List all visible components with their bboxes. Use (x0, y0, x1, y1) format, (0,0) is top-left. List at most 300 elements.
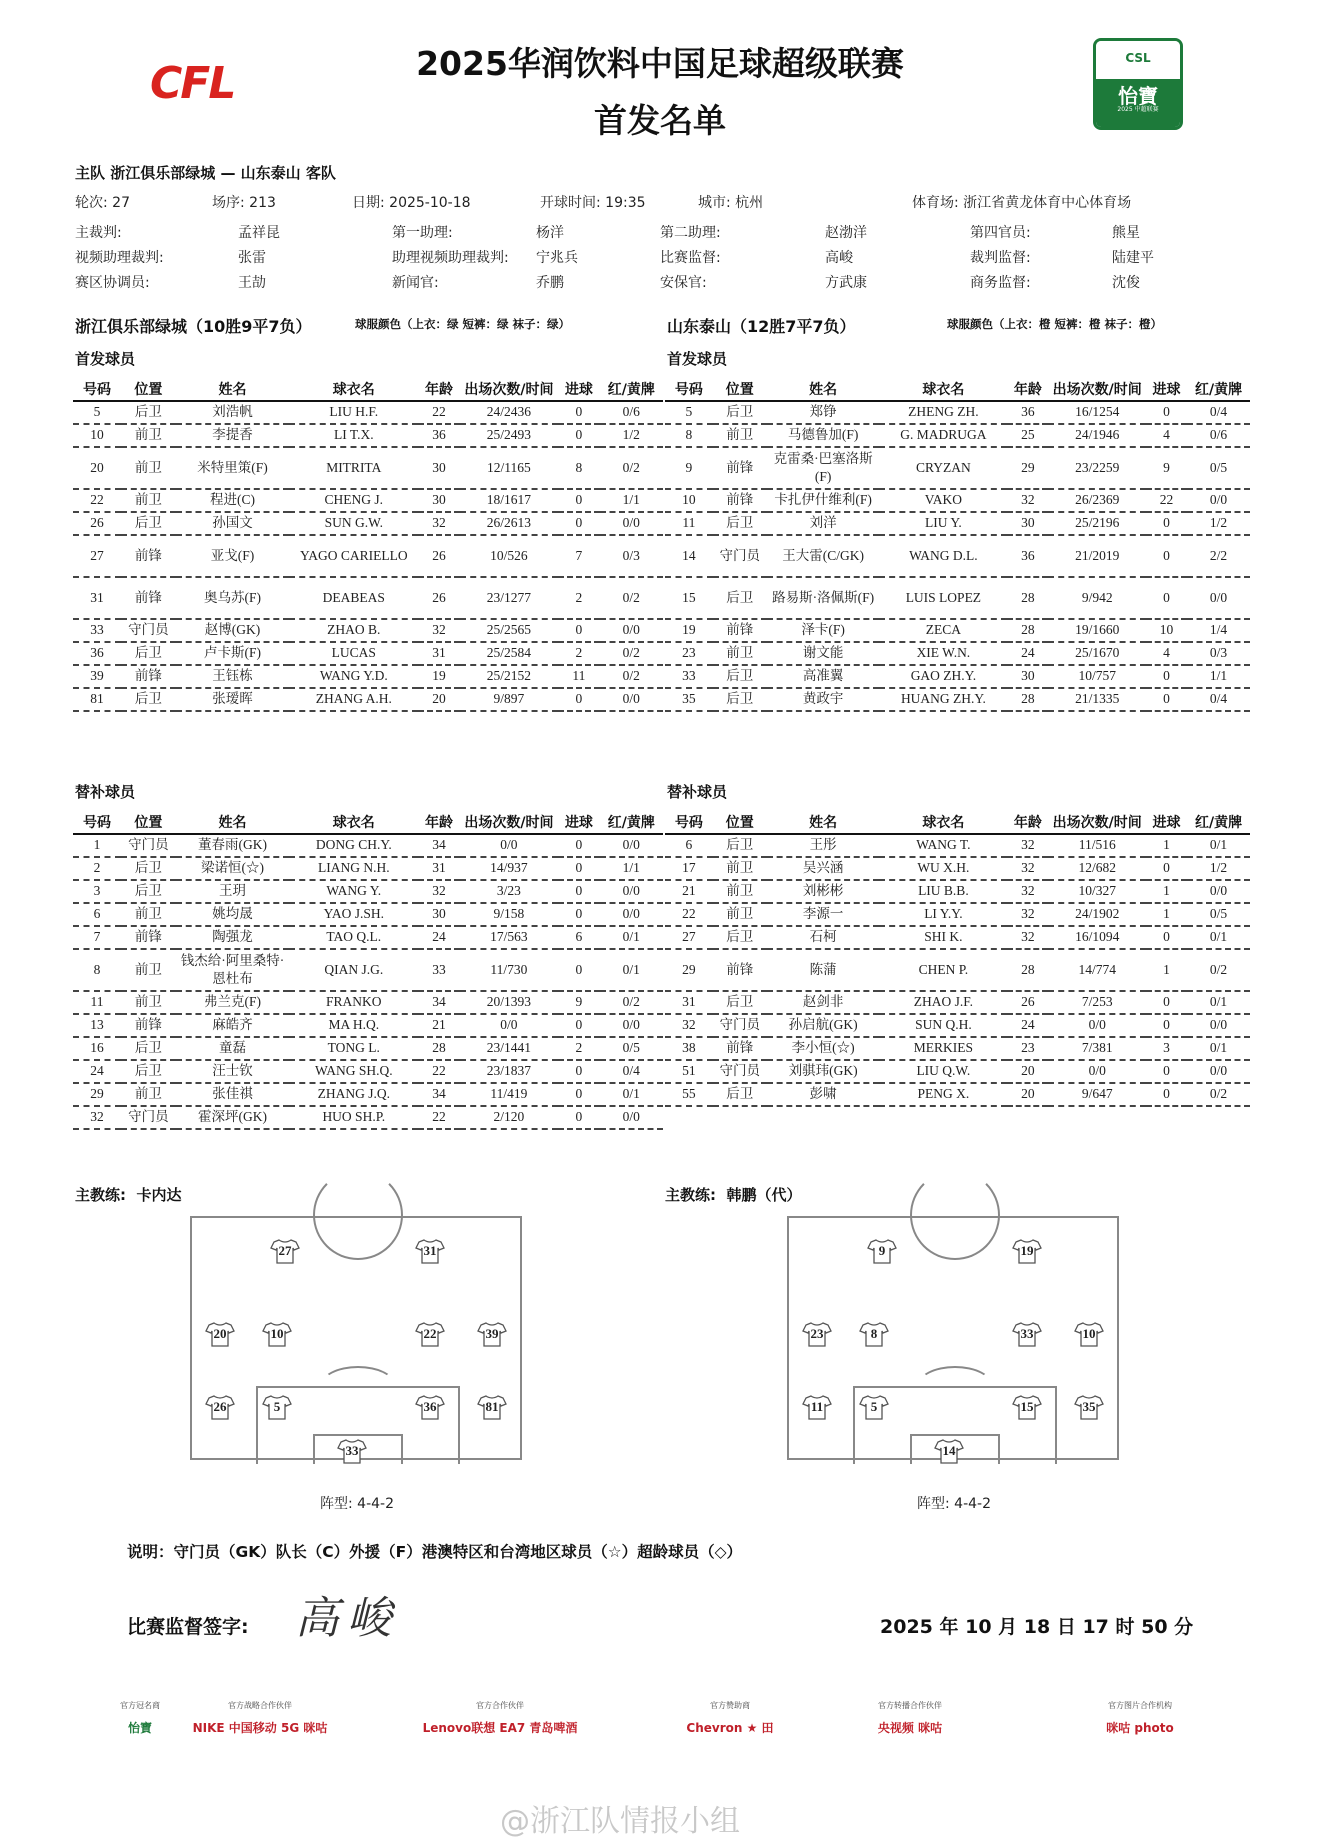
player-position: 守门员 (713, 535, 767, 577)
official-role: 第二助理: (660, 225, 721, 241)
official-role: 安保官: (660, 275, 707, 291)
sponsor-logo (160, 1700, 360, 1736)
home-formation-pitch (190, 1216, 522, 1460)
player-number: 10 (73, 424, 121, 447)
player-position: 前锋 (121, 535, 176, 577)
jersey-number: 35 (1082, 1399, 1096, 1414)
player-shirt-name: LIU Q.W. (879, 1060, 1007, 1083)
player-row (665, 512, 1250, 535)
player-jersey-icon (859, 1394, 889, 1420)
player-cards: 2/2 (1187, 535, 1250, 577)
player-shirt-name: CHENG J. (289, 489, 418, 512)
jersey-number: 10 (1082, 1326, 1096, 1341)
player-number: 29 (73, 1083, 121, 1106)
home-team-name: 浙江俱乐部绿城（10胜9平7负） (75, 317, 312, 336)
column-header: 号码 (73, 810, 121, 834)
player-shirt-name: WANG SH.Q. (289, 1060, 418, 1083)
player-appearances: 9/897 (460, 688, 558, 711)
official-role: 视频助理裁判: (75, 250, 164, 266)
column-header: 年龄 (418, 810, 460, 834)
official-role: 裁判监督: (970, 250, 1031, 266)
player-shirt-name: WU X.H. (879, 857, 1007, 880)
player-cards: 0/2 (1187, 949, 1250, 991)
player-appearances: 14/774 (1048, 949, 1146, 991)
player-name: 赵博(GK) (176, 619, 290, 642)
away-subs-label: 替补球员 (667, 783, 728, 801)
player-name: 赵剑非 (767, 991, 880, 1014)
player-goals: 0 (558, 880, 600, 903)
player-age: 22 (418, 1060, 460, 1083)
player-name: 刘浩帆 (176, 401, 290, 424)
player-shirt-name: HUO SH.P. (289, 1106, 418, 1129)
player-shirt-name: WANG T. (879, 834, 1007, 857)
sponsor-caption: 官方赞助商 (710, 1701, 750, 1710)
player-age: 24 (418, 926, 460, 949)
player-row (665, 688, 1250, 711)
player-number: 81 (73, 688, 121, 711)
player-age: 28 (1007, 577, 1048, 619)
player-number: 11 (665, 512, 713, 535)
player-position: 后卫 (121, 1037, 176, 1060)
player-shirt-name: LIU Y. (879, 512, 1007, 535)
away-kit-colors: 球服颜色（上衣：橙 短裤：橙 袜子：橙） (947, 317, 1163, 331)
official-role: 新闻官: (392, 275, 439, 291)
player-age: 20 (1007, 1083, 1048, 1106)
player-row (665, 903, 1250, 926)
player-age: 32 (1007, 834, 1048, 857)
sponsor-caption: 官方战略合作伙伴 (228, 1701, 292, 1710)
player-goals: 7 (558, 535, 600, 577)
column-header: 红/黄牌 (1187, 810, 1250, 834)
player-name: 刘洋 (767, 512, 880, 535)
player-appearances: 0/0 (460, 834, 558, 857)
match-date: 日期: 2025-10-18 (352, 195, 471, 211)
player-appearances: 25/1670 (1048, 642, 1146, 665)
player-number: 22 (665, 903, 713, 926)
player-goals: 2 (558, 1037, 600, 1060)
player-row (73, 489, 663, 512)
player-row (665, 1060, 1250, 1083)
player-number: 14 (665, 535, 713, 577)
player-appearances: 26/2613 (460, 512, 558, 535)
player-cards: 0/4 (1187, 688, 1250, 711)
player-age: 30 (1007, 665, 1048, 688)
player-number: 32 (73, 1106, 121, 1129)
player-row (73, 949, 663, 991)
player-age: 32 (1007, 903, 1048, 926)
official-name: 张雷 (238, 250, 266, 266)
player-row (665, 1014, 1250, 1037)
player-goals: 0 (558, 949, 600, 991)
player-position: 后卫 (713, 926, 767, 949)
player-age: 33 (418, 949, 460, 991)
player-number: 17 (665, 857, 713, 880)
player-appearances: 0/0 (1048, 1060, 1146, 1083)
player-age: 24 (1007, 1014, 1048, 1037)
legend-note: 说明：守门员（GK）队长（C）外援（F）港澳特区和台湾地区球员（☆）超龄球员（◇） (127, 1543, 743, 1561)
player-appearances: 9/647 (1048, 1083, 1146, 1106)
player-number: 15 (665, 577, 713, 619)
player-cards: 0/1 (1187, 834, 1250, 857)
player-age: 32 (1007, 489, 1048, 512)
player-name: 陶强龙 (176, 926, 290, 949)
player-age: 22 (418, 1106, 460, 1129)
player-appearances: 0/0 (1048, 1014, 1146, 1037)
player-shirt-name: PENG X. (879, 1083, 1007, 1106)
player-name: 王彤 (767, 834, 880, 857)
sponsor-name: Chevron ★ 田 (686, 1721, 774, 1735)
player-shirt-name: ZHANG A.H. (289, 688, 418, 711)
player-goals: 0 (558, 401, 600, 424)
player-appearances: 26/2369 (1048, 489, 1146, 512)
player-number: 1 (73, 834, 121, 857)
player-cards: 0/2 (600, 665, 663, 688)
player-cards: 1/4 (1187, 619, 1250, 642)
player-goals: 0 (558, 1060, 600, 1083)
player-position: 前卫 (713, 903, 767, 926)
home-subs-table (73, 810, 663, 1130)
player-age: 31 (418, 857, 460, 880)
player-goals: 0 (1146, 857, 1187, 880)
player-appearances: 21/1335 (1048, 688, 1146, 711)
player-age: 30 (1007, 512, 1048, 535)
player-goals: 4 (1146, 642, 1187, 665)
jersey-number: 36 (423, 1399, 437, 1414)
player-name: 梁诺恒(☆) (176, 857, 290, 880)
player-shirt-name: XIE W.N. (879, 642, 1007, 665)
player-name: 王钰栋 (176, 665, 290, 688)
player-position: 后卫 (121, 512, 176, 535)
player-age: 32 (418, 880, 460, 903)
player-row (665, 991, 1250, 1014)
player-age: 26 (418, 577, 460, 619)
player-cards: 0/1 (600, 926, 663, 949)
player-name: 泽卡(F) (767, 619, 880, 642)
player-row (665, 535, 1250, 577)
player-number: 27 (665, 926, 713, 949)
player-number: 16 (73, 1037, 121, 1060)
player-row (665, 401, 1250, 424)
player-name: 谢文能 (767, 642, 880, 665)
player-position: 后卫 (121, 1060, 176, 1083)
player-name: 孙启航(GK) (767, 1014, 880, 1037)
player-appearances: 9/158 (460, 903, 558, 926)
supervisor-signature: 高峻 (295, 1593, 399, 1644)
player-position: 前卫 (121, 903, 176, 926)
player-cards: 1/1 (600, 489, 663, 512)
player-shirt-name: MERKIES (879, 1037, 1007, 1060)
player-appearances: 25/2584 (460, 642, 558, 665)
player-appearances: 23/2259 (1048, 447, 1146, 489)
player-age: 20 (418, 688, 460, 711)
player-cards: 0/4 (600, 1060, 663, 1083)
column-header: 进球 (558, 810, 600, 834)
player-shirt-name: LI Y.Y. (879, 903, 1007, 926)
player-number: 26 (73, 512, 121, 535)
player-age: 22 (418, 401, 460, 424)
player-shirt-name: CRYZAN (879, 447, 1007, 489)
player-age: 30 (418, 903, 460, 926)
player-row (665, 447, 1250, 489)
player-position: 前锋 (713, 949, 767, 991)
jersey-number: 31 (423, 1243, 437, 1258)
jersey-number: 33 (345, 1443, 359, 1458)
player-goals: 0 (1146, 688, 1187, 711)
player-age: 32 (418, 512, 460, 535)
player-row (665, 619, 1250, 642)
player-cards: 0/0 (600, 880, 663, 903)
player-position: 守门员 (713, 1014, 767, 1037)
player-cards: 0/3 (600, 535, 663, 577)
player-shirt-name: ZHANG J.Q. (289, 1083, 418, 1106)
player-goals: 0 (1146, 535, 1187, 577)
player-appearances: 16/1094 (1048, 926, 1146, 949)
jersey-number: 15 (1020, 1399, 1034, 1414)
player-goals: 0 (558, 834, 600, 857)
player-cards: 1/2 (600, 424, 663, 447)
player-cards: 0/5 (600, 1037, 663, 1060)
column-header: 姓名 (176, 810, 290, 834)
penalty-arc (917, 1366, 993, 1406)
player-jersey-icon (477, 1394, 507, 1420)
player-row (73, 401, 663, 424)
player-name: 刘彬彬 (767, 880, 880, 903)
csl-logo-main: 怡寶 (1118, 84, 1158, 108)
player-position: 前锋 (713, 489, 767, 512)
player-position: 后卫 (713, 834, 767, 857)
player-name: 米特里策(F) (176, 447, 290, 489)
player-position: 守门员 (121, 1106, 176, 1129)
player-cards: 0/0 (1187, 880, 1250, 903)
official-role: 第一助理: (392, 225, 453, 241)
player-jersey-icon (867, 1238, 897, 1264)
player-shirt-name: GAO ZH.Y. (879, 665, 1007, 688)
player-name: 吴兴涵 (767, 857, 880, 880)
player-row (73, 447, 663, 489)
player-shirt-name: LUIS LOPEZ (879, 577, 1007, 619)
player-appearances: 25/2196 (1048, 512, 1146, 535)
player-position: 前卫 (121, 991, 176, 1014)
player-name: 高准翼 (767, 665, 880, 688)
player-position: 后卫 (713, 1083, 767, 1106)
player-cards: 0/2 (600, 991, 663, 1014)
player-row (73, 665, 663, 688)
player-age: 28 (1007, 688, 1048, 711)
player-goals: 0 (558, 1083, 600, 1106)
player-shirt-name: DONG CH.Y. (289, 834, 418, 857)
player-shirt-name: VAKO (879, 489, 1007, 512)
player-goals: 8 (558, 447, 600, 489)
player-row (73, 688, 663, 711)
player-number: 27 (73, 535, 121, 577)
csl-logo-text: CSL (1096, 41, 1180, 79)
jersey-number: 22 (423, 1326, 437, 1341)
official-role: 商务监督: (970, 275, 1031, 291)
player-jersey-icon (477, 1321, 507, 1347)
player-cards: 0/5 (1187, 447, 1250, 489)
player-row (73, 642, 663, 665)
player-name: 克雷桑·巴塞洛斯(F) (767, 447, 880, 489)
player-appearances: 11/516 (1048, 834, 1146, 857)
official-role: 第四官员: (970, 225, 1031, 241)
player-age: 21 (418, 1014, 460, 1037)
player-goals: 0 (558, 512, 600, 535)
player-row (73, 991, 663, 1014)
player-cards: 0/3 (1187, 642, 1250, 665)
player-position: 前锋 (121, 926, 176, 949)
player-appearances: 0/0 (460, 1014, 558, 1037)
player-number: 29 (665, 949, 713, 991)
sponsor-logo (810, 1700, 1010, 1736)
away-formation-pitch (787, 1216, 1119, 1460)
player-cards: 0/0 (600, 834, 663, 857)
player-row (665, 834, 1250, 857)
player-cards: 0/5 (1187, 903, 1250, 926)
player-cards: 0/1 (600, 949, 663, 991)
player-name: 董春雨(GK) (176, 834, 290, 857)
player-goals: 2 (558, 577, 600, 619)
column-header: 位置 (713, 810, 767, 834)
player-age: 32 (1007, 880, 1048, 903)
player-number: 38 (665, 1037, 713, 1060)
jersey-number: 11 (810, 1399, 824, 1414)
player-goals: 0 (558, 1014, 600, 1037)
sponsor-name: NIKE 中国移动 5G 咪咕 (192, 1721, 328, 1735)
player-name: 钱杰给·阿里桑特·恩杜布 (176, 949, 290, 991)
sponsor-caption: 官方转播合作伙伴 (878, 1701, 942, 1710)
player-name: 陈蒲 (767, 949, 880, 991)
player-cards: 0/4 (1187, 401, 1250, 424)
kickoff-time: 开球时间: 19:35 (540, 195, 646, 211)
player-number: 51 (665, 1060, 713, 1083)
jersey-number: 9 (878, 1243, 886, 1258)
player-appearances: 11/419 (460, 1083, 558, 1106)
player-number: 35 (665, 688, 713, 711)
official-name: 方武康 (825, 275, 867, 291)
player-cards: 1/1 (1187, 665, 1250, 688)
player-goals: 0 (1146, 1060, 1187, 1083)
player-goals: 0 (558, 1106, 600, 1129)
center-circle (313, 1170, 403, 1260)
column-header: 球衣名 (879, 810, 1007, 834)
player-position: 后卫 (713, 512, 767, 535)
player-shirt-name: LIU H.F. (289, 401, 418, 424)
column-header: 号码 (73, 377, 121, 401)
player-age: 36 (1007, 535, 1048, 577)
player-appearances: 20/1393 (460, 991, 558, 1014)
player-number: 3 (73, 880, 121, 903)
column-header: 姓名 (767, 810, 880, 834)
player-row (73, 577, 663, 619)
match-venue: 体育场: 浙江省黄龙体育中心体育场 (912, 195, 1132, 211)
player-age: 32 (1007, 926, 1048, 949)
player-goals: 11 (558, 665, 600, 688)
player-appearances: 18/1617 (460, 489, 558, 512)
player-appearances: 24/1946 (1048, 424, 1146, 447)
player-row (665, 1037, 1250, 1060)
player-position: 前锋 (121, 577, 176, 619)
player-row (73, 424, 663, 447)
player-appearances: 23/1441 (460, 1037, 558, 1060)
player-name: 李小恒(☆) (767, 1037, 880, 1060)
column-header: 球衣名 (879, 377, 1007, 401)
player-number: 33 (73, 619, 121, 642)
player-row (665, 424, 1250, 447)
player-appearances: 2/120 (460, 1106, 558, 1129)
player-shirt-name: LIU B.B. (879, 880, 1007, 903)
player-row (73, 1060, 663, 1083)
jersey-number: 5 (273, 1399, 281, 1414)
player-age: 28 (1007, 949, 1048, 991)
player-shirt-name: WANG Y. (289, 880, 418, 903)
player-name: 郑铮 (767, 401, 880, 424)
player-name: 霍深坪(GK) (176, 1106, 290, 1129)
sponsor-name: 央视频 咪咕 (877, 1721, 943, 1735)
player-row (73, 535, 663, 577)
column-header: 年龄 (418, 377, 460, 401)
player-shirt-name: YAGO CARIELLO (289, 535, 418, 577)
player-cards: 0/2 (1187, 1083, 1250, 1106)
player-appearances: 12/1165 (460, 447, 558, 489)
match-info-line: 轮次: 27 (75, 195, 130, 211)
player-number: 7 (73, 926, 121, 949)
player-position: 前卫 (121, 1083, 176, 1106)
player-goals: 0 (1146, 926, 1187, 949)
player-age: 32 (418, 619, 460, 642)
jersey-number: 20 (213, 1326, 227, 1341)
player-name: 卢卡斯(F) (176, 642, 290, 665)
player-row (73, 1106, 663, 1129)
column-header: 位置 (121, 377, 176, 401)
player-shirt-name: LIANG N.H. (289, 857, 418, 880)
player-cards: 0/6 (600, 401, 663, 424)
player-appearances: 24/1902 (1048, 903, 1146, 926)
match-city: 城市: 杭州 (698, 195, 764, 211)
jersey-number: 33 (1020, 1326, 1034, 1341)
player-appearances: 17/563 (460, 926, 558, 949)
player-shirt-name: HUANG ZH.Y. (879, 688, 1007, 711)
player-appearances: 7/381 (1048, 1037, 1146, 1060)
player-shirt-name: SUN G.W. (289, 512, 418, 535)
player-age: 26 (418, 535, 460, 577)
player-shirt-name: YAO J.SH. (289, 903, 418, 926)
player-shirt-name: SHI K. (879, 926, 1007, 949)
player-jersey-icon (262, 1394, 292, 1420)
jersey-number: 39 (485, 1326, 499, 1341)
official-role: 赛区协调员: (75, 275, 150, 291)
player-row (73, 512, 663, 535)
player-name: 路易斯·洛佩斯(F) (767, 577, 880, 619)
player-row (665, 577, 1250, 619)
player-name: 卡扎伊什维利(F) (767, 489, 880, 512)
player-shirt-name: ZECA (879, 619, 1007, 642)
player-position: 后卫 (713, 665, 767, 688)
official-name: 高峻 (825, 250, 853, 266)
home-subs-label: 替补球员 (75, 783, 136, 801)
player-number: 20 (73, 447, 121, 489)
player-cards: 0/1 (1187, 926, 1250, 949)
player-position: 后卫 (713, 401, 767, 424)
player-appearances: 25/2493 (460, 424, 558, 447)
player-row (73, 619, 663, 642)
player-name: 王大雷(C/GK) (767, 535, 880, 577)
penalty-arc (320, 1366, 396, 1406)
player-cards: 1/1 (600, 857, 663, 880)
column-header: 姓名 (176, 377, 290, 401)
away-coach: 主教练: 韩鹏（代） (665, 1186, 802, 1204)
player-number: 31 (73, 577, 121, 619)
sponsor-name: Lenovo联想 EA7 青岛啤酒 (422, 1721, 578, 1735)
